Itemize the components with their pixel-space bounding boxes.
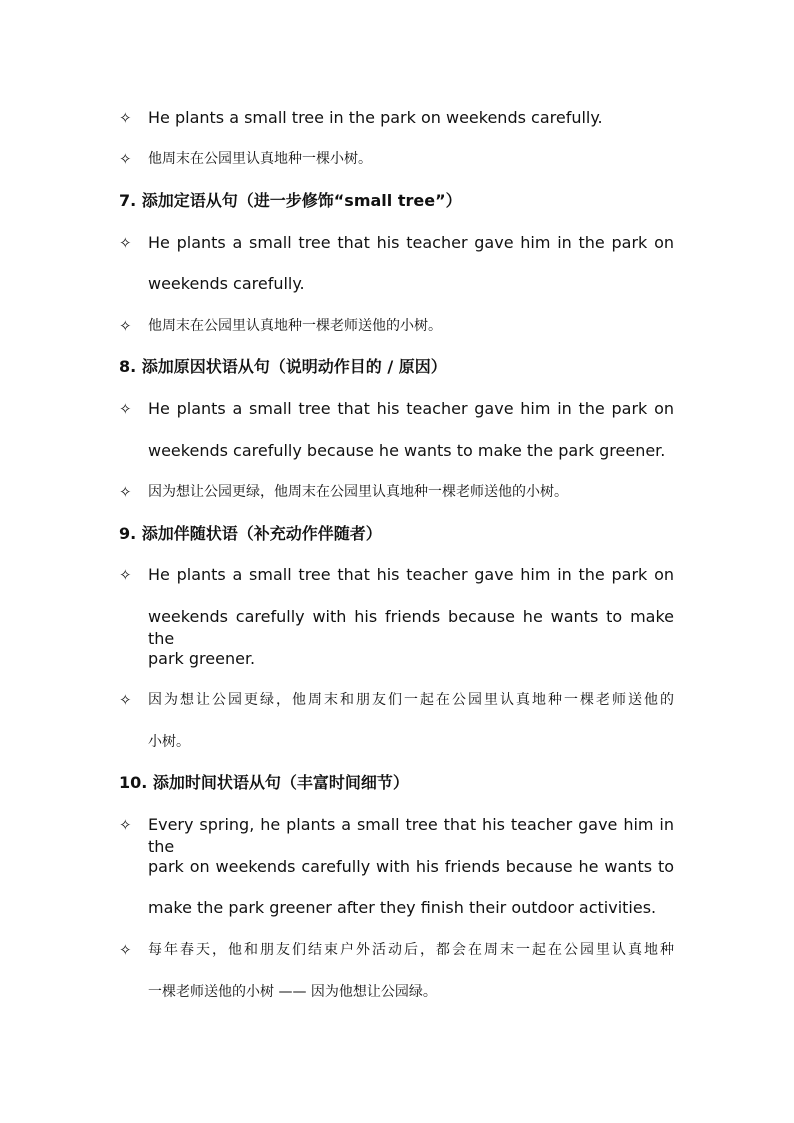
- sentence-cn: 因为想让公园更绿，他周末在公园里认真地种一棵老师送他的小树。: [148, 484, 568, 500]
- sentence-en-line: He plants a small tree that his teacher gave him in the park on: [148, 565, 674, 584]
- section-heading-9: 9. 添加伴随状语（补充动作伴随者）: [119, 524, 382, 543]
- bullet-icon: ✧: [119, 941, 132, 959]
- section-heading-10: 10. 添加时间状语从句（丰富时间细节）: [119, 773, 409, 792]
- bullet-icon: ✧: [119, 400, 132, 418]
- bullet-icon: ✧: [119, 816, 132, 834]
- sentence-cn: 他周末在公园里认真地种一棵小树。: [148, 151, 372, 167]
- bullet-icon: ✧: [119, 483, 132, 501]
- sentence-cn-line: 小树。: [148, 734, 190, 750]
- sentence-cn-line: 一棵老师送他的小树 —— 因为他想让公园绿。: [148, 984, 437, 1000]
- section-heading-7: 7. 添加定语从句（进一步修饰“small tree”）: [119, 191, 462, 210]
- sentence-en-line: park greener.: [148, 649, 256, 668]
- bullet-icon: ✧: [119, 234, 132, 252]
- bullet-icon: ✧: [119, 150, 132, 168]
- sentence-en-line: weekends carefully with his friends because he wants to make the: [148, 607, 674, 648]
- sentence-en-line: Every spring, he plants a small tree that his teacher gave him in the: [148, 815, 674, 856]
- bullet-icon: ✧: [119, 317, 132, 335]
- sentence-cn: 他周末在公园里认真地种一棵老师送他的小树。: [148, 318, 442, 334]
- sentence-en-line: He plants a small tree that his teacher gave him in the park on: [148, 399, 674, 418]
- sentence-en-line: make the park greener after they finish their outdoor activities.: [148, 898, 657, 917]
- bullet-icon: ✧: [119, 109, 132, 127]
- section-heading-8: 8. 添加原因状语从句（说明动作目的 / 原因）: [119, 357, 447, 376]
- sentence-en-line: weekends carefully because he wants to make the park greener.: [148, 441, 666, 460]
- bullet-icon: ✧: [119, 691, 132, 709]
- sentence-en: He plants a small tree in the park on weekends carefully.: [148, 108, 603, 127]
- sentence-en-line: weekends carefully.: [148, 274, 305, 293]
- sentence-en-line: park on weekends carefully with his friends because he wants to: [148, 857, 674, 876]
- sentence-en-line: He plants a small tree that his teacher gave him in the park on: [148, 233, 674, 252]
- bullet-icon: ✧: [119, 566, 132, 584]
- sentence-cn-line: 因为想让公园更绿，他周末和朋友们一起在公园里认真地种一棵老师送他的: [148, 692, 674, 708]
- sentence-cn-line: 每年春天，他和朋友们结束户外活动后，都会在周末一起在公园里认真地种: [148, 942, 674, 958]
